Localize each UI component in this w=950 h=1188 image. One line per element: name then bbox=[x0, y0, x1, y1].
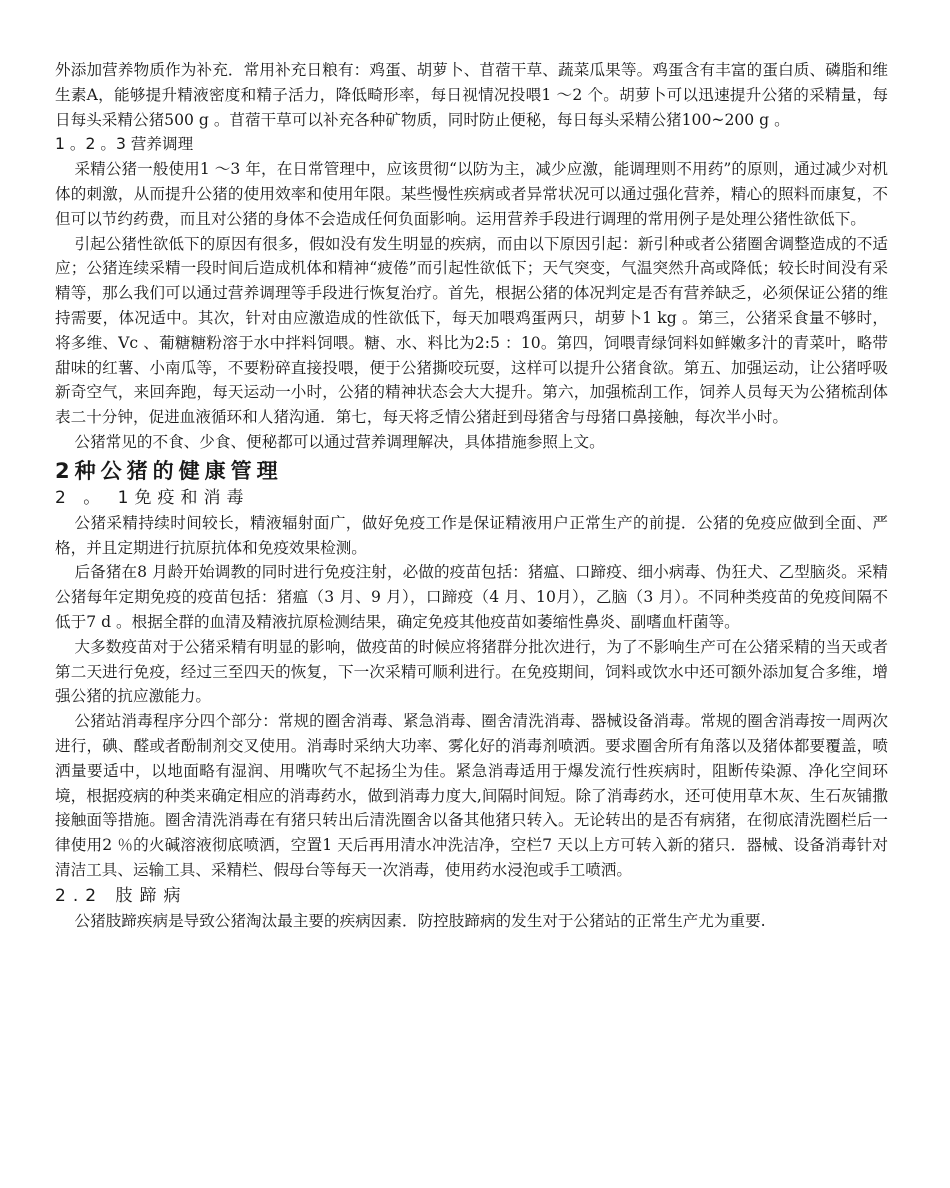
heading-1-2-3: 1 。2 。3 营养调理 bbox=[55, 135, 194, 154]
heading-section-2: 2种公猪的健康管理 bbox=[55, 458, 283, 483]
paragraph-hoof-disease: 公猪肢蹄疾病是导致公猪淘汰最主要的疾病因素．防控肢蹄病的发生对于公猪站的正常生产尤为重要. bbox=[74, 911, 766, 930]
heading-2-1: 2 。 1免疫和消毒 bbox=[55, 487, 250, 508]
paragraph-common-issues: 公猪常见的不食、少食、便秘都可以通过营养调理解决，具体措施参照上文。 bbox=[74, 432, 605, 451]
paragraph-low-libido-causes: 引起公猪性欲低下的原因有很多，假如没有发生明显的疾病，而由以下原因引起：新引种或者公猪圈舍调整造成的不适应；公猪连续采精一段时间后造成机体和精神“疲倦”而引起性欲低下；天气突变，气温突然升高或降低；较长时间没有采精等，那么我们可以通过营养调理等手段进行恢复治疗。首先，根据公猪的体况判定是否有营养缺乏，必须保证公猪的维持需要，体况适中。其次，针对由应激造成的性欲低下，每天加喂鸡蛋两只，胡萝卜1 kg 。第三，公猪采食量不够时，将多维、Vc 、葡糖糖粉溶于水中拌料饲喂。糖、水、料比为2:5 ：10。第四，饲喂青绿饲料如鲜嫩多汁的青菜叶，略带甜味的红薯、小南瓜等，不要粉碎直接投喂，便于公猪撕咬玩耍，这样可以提升公猪食欲。第五、加强运动，让公猪呼吸新奇空气，来回奔跑，每天运动一小时，公猪的精神状态会大大提升。第六，加强梳刮工作，饲养人员每天为公猪梳刮体表二十分钟，促进血液循环和人猪沟通．第七，每天将乏情公猪赶到母猪舍与母猪口鼻接触，每次半小时。 bbox=[55, 234, 888, 427]
paragraph-supplements: 外添加营养物质作为补充．常用补充日粮有：鸡蛋、胡萝卜、苜蓿干草、蔬菜瓜果等。鸡蛋含有丰富的蛋白质、磷脂和维生素A，能够提升精液密度和精子活力，降低畸形率，每日视情况投喂1 ～2 个。胡萝卜可以迅速提升公猪的采精量，每日每头采精公猪500 g 。苜蓿干草可以补充各种矿物质，同时防止便秘，每日每头采精公猪100~200 g 。 bbox=[55, 61, 888, 129]
paragraph-disinfection: 公猪站消毒程序分四个部分：常规的圈舍消毒、紧急消毒、圈舍清洗消毒、器械设备消毒。常规的圈舍消毒按一周两次进行，碘、醛或者酚制剂交叉使用。消毒时采纳大功率、雾化好的消毒剂喷洒。要求圈舍所有角落以及猪体都要覆盖，喷洒量要适中，以地面略有湿润、用嘴吹气不起扬尘为佳。紧急消毒适用于爆发流行性疾病时，阻断传染源、净化空间环境，根据疫病的种类来确定相应的消毒药水，做到消毒力度大,间隔时间短。除了消毒药水，还可使用草木灰、生石灰铺撒接触面等措施。圈舍清洗消毒在有猪只转出后清洗圈舍以备其他猪只转入。无论转出的是否有病猪，在彻底清洗圈栏后一律使用2 ％的火碱溶液彻底喷洒，空置1 天后再用清水冲洗洁净，空栏7 天以上方可转入新的猪只．器械、设备消毒针对清洁工具、运输工具、采精栏、假母台等每天一次消毒，使用药水浸泡或手工喷洒。 bbox=[55, 712, 888, 879]
paragraph-immunization-intro: 公猪采精持续时间较长，精液辐射面广，做好免疫工作是保证精液用户正常生产的前提．公猪的免疫应做到全面、严格，并且定期进行抗原抗体和免疫效果检测。 bbox=[55, 513, 888, 557]
paragraph-vaccine-impact: 大多数疫苗对于公猪采精有明显的影响，做疫苗的时候应将猪群分批次进行，为了不影响生产可在公猪采精的当天或者第二天进行免疫，经过三至四天的恢复，下一次采精可顺利进行。在免疫期间，饲料或饮水中还可额外添加复合多维，增强公猪的抗应激能力。 bbox=[55, 637, 888, 706]
paragraph-vaccines: 后备猪在8 月龄开始调教的同时进行免疫注射，必做的疫苗包括：猪瘟、口蹄疫、细小病毒、伪狂犬、乙型脑炎。采精公猪每年定期免疫的疫苗包括：猪瘟（3 月、9 月），口蹄疫（4 月、10月），乙脑（3 月）。不同种类疫苗的免疫间隔不低于7 d 。根据全群的血清及精液抗原检测结果，确定免疫其他疫苗如萎缩性鼻炎、副嗜血杆菌等。 bbox=[55, 563, 888, 631]
heading-2-2: 2.2 肢蹄病 bbox=[55, 885, 188, 906]
paragraph-nutrition-conditioning: 采精公猪一般使用1 ～3 年，在日常管理中，应该贯彻“以防为主，减少应激，能调理则不用药”的原则，通过减少对机体的刺激，从而提升公猪的使用效率和使用年限。某些慢性疾病或者异常状况可以通过强化营养，精心的照料而康复，不但可以节约药费，而且对公猪的身体不会造成任何负面影响。运用营养手段进行调理的常用例子是处理公猪性欲低下。 bbox=[55, 160, 888, 228]
